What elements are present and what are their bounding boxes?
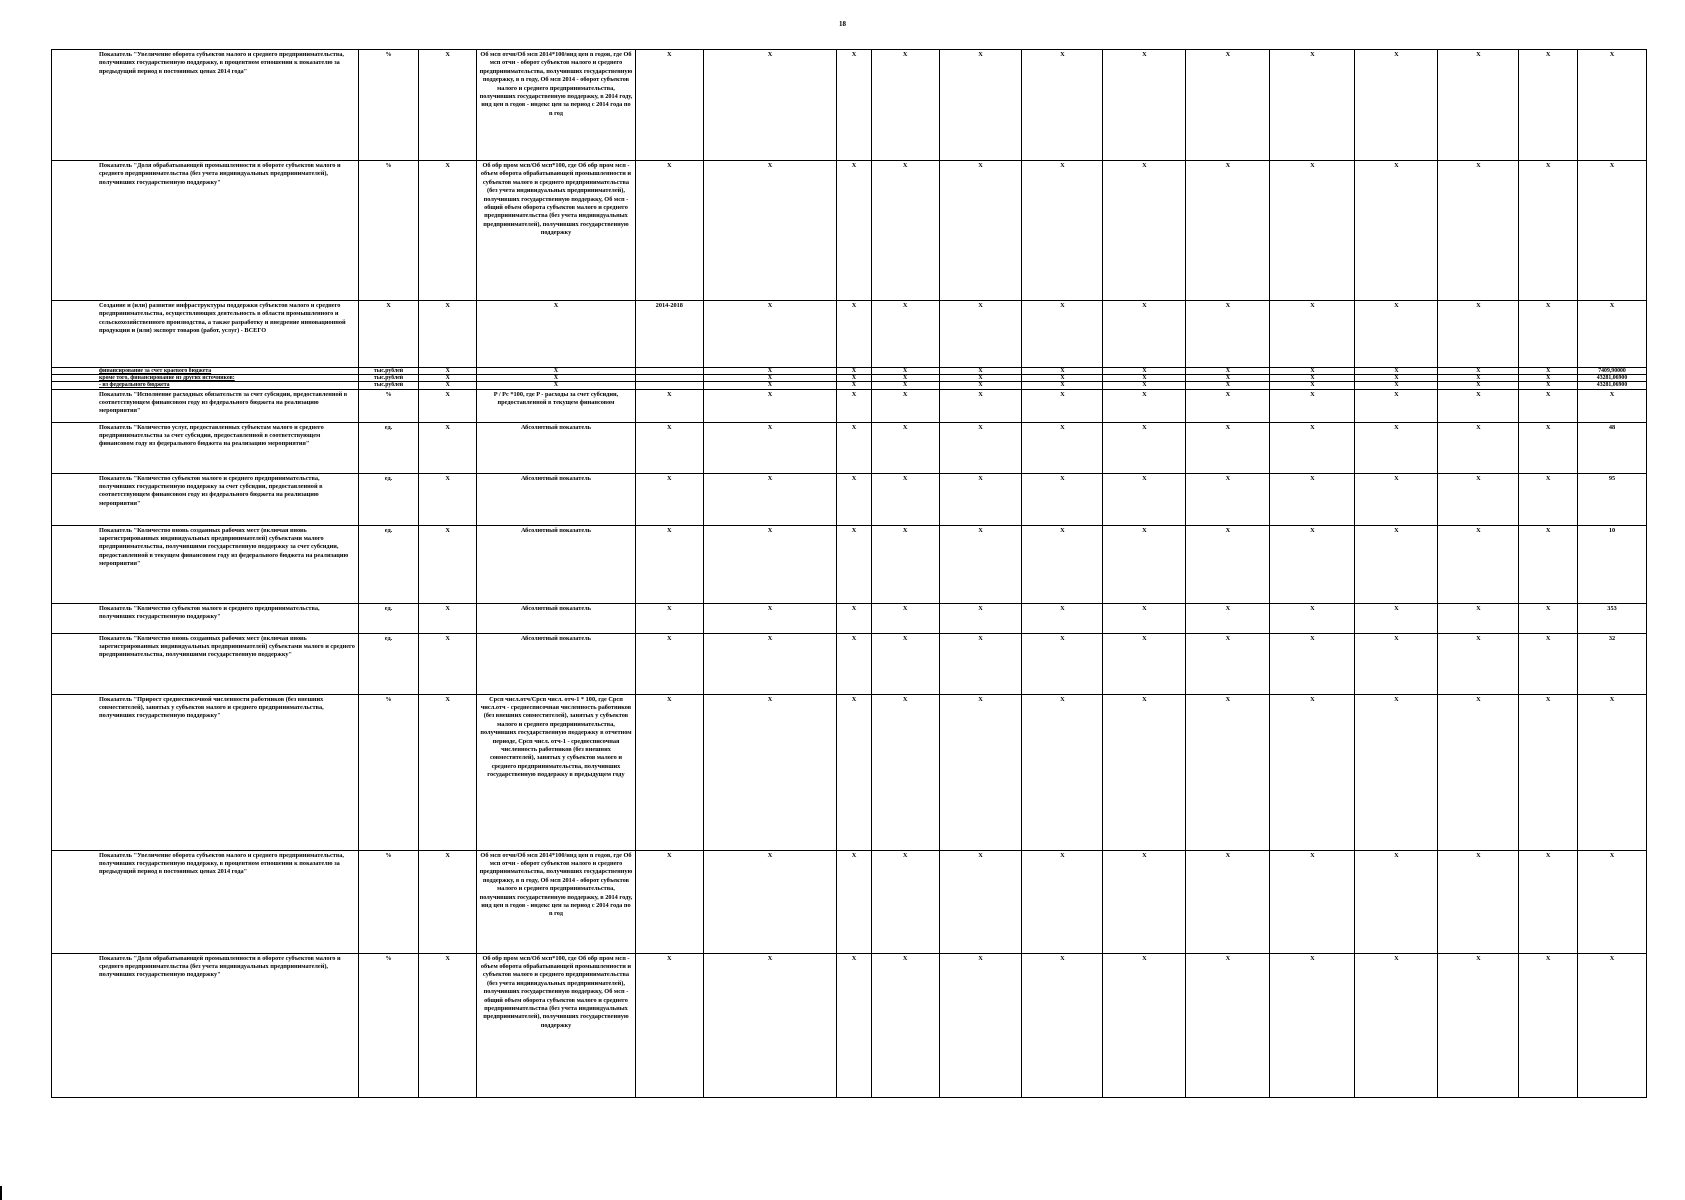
period-cell: X (635, 473, 703, 525)
value-cell: X (1186, 525, 1270, 603)
value-cell: X (837, 375, 871, 382)
value-cell: X (1519, 368, 1578, 375)
value-cell: X (1519, 953, 1578, 1097)
value-cell: X (939, 953, 1022, 1097)
value-cell: X (837, 603, 871, 633)
table-row (52, 382, 1647, 389)
value-cell: X (1022, 603, 1103, 633)
value-cell: X (1438, 633, 1519, 694)
code-cell: X (419, 694, 477, 850)
value-cell: X (1355, 375, 1438, 382)
period-cell: X (635, 850, 703, 953)
value-cell: X (1186, 633, 1270, 694)
formula-cell: X (477, 382, 636, 389)
value-cell: X (703, 525, 837, 603)
value-cell: X (1355, 161, 1438, 301)
value-cell: X (1186, 375, 1270, 382)
unit-cell: ед. (358, 473, 419, 525)
value-cell: X (871, 50, 939, 161)
value-cell: X (837, 694, 871, 850)
code-cell: X (419, 850, 477, 953)
value-cell: X (837, 850, 871, 953)
table-row (52, 301, 1647, 368)
period-cell (635, 375, 703, 382)
value-cell: X (871, 953, 939, 1097)
period-cell: X (635, 694, 703, 850)
value-cell: X (1270, 422, 1355, 473)
value-cell: X (939, 525, 1022, 603)
code-cell: X (419, 953, 477, 1097)
indicator-name-cell: Показатель "Количество вновь созданных рабочих мест (включая вновь зарегистрированных индивидуальных предпринимателей) субъектами малого и среднего предпринимательства, получившими государственную поддержку" (52, 633, 359, 694)
value-cell: X (837, 301, 871, 368)
value-cell: X (1022, 382, 1103, 389)
value-cell: X (1355, 603, 1438, 633)
code-cell: X (419, 301, 477, 368)
value-cell: X (1103, 368, 1186, 375)
value-cell: X (1438, 382, 1519, 389)
value-cell: X (871, 389, 939, 422)
unit-cell: тыс.рублей (358, 375, 419, 382)
scan-margin-mark (0, 1186, 2, 1200)
indicator-name-cell: Создание и (или) развитие инфраструктуры поддержки субъектов малого и среднего предпринимательства, осуществляющих деятельность в области промышленного и сельскохозяйственного производства, а также разработку и внедрение инновационной продукции и (или) экспорт товаров (работ, услуг) - ВСЕГО (52, 301, 359, 368)
value-cell: X (837, 389, 871, 422)
value-cell: X (939, 473, 1022, 525)
value-cell: X (1186, 603, 1270, 633)
value-cell: X (1022, 50, 1103, 161)
value-cell: X (1270, 633, 1355, 694)
value-cell: X (703, 603, 837, 633)
value-cell: X (1270, 525, 1355, 603)
value-cell: X (1270, 389, 1355, 422)
indicator-name-cell: Показатель "Увеличение оборота субъектов малого и среднего предпринимательства, получивших государственную поддержку, в процентном отношении к показателю за предыдущий период в постоянных ценах 2014 года" (52, 850, 359, 953)
value-cell: X (1355, 953, 1438, 1097)
value-cell: X (1519, 850, 1578, 953)
unit-cell: % (358, 953, 419, 1097)
value-cell: X (703, 50, 837, 161)
value-cell: X (1103, 633, 1186, 694)
table-row (52, 953, 1647, 1097)
program-table (51, 49, 1647, 1098)
unit-cell: ед. (358, 422, 419, 473)
value-cell: X (939, 389, 1022, 422)
formula-cell: Срсп числ.отч/Срсп числ. отч-1 * 100, где Срсп числ.отч - среднесписочная численность работников (без внешних совместителей), занятых у субъектов малого и среднего предпринимательства, получивших государственную поддержку в отчетном периоде, Срсп числ. отч-1 - среднесписочная численность работников (без внешних совместителей), занятых у субъектов малого и среднего предпринимательства, получивших государственную поддержку в предыдущем году (477, 694, 636, 850)
code-cell: X (419, 50, 477, 161)
period-cell (635, 368, 703, 375)
table-row (52, 850, 1647, 953)
value-cell: X (939, 368, 1022, 375)
value-cell: X (1355, 389, 1438, 422)
code-cell: X (419, 161, 477, 301)
formula-cell: Об обр пром мсп/Об мсп*100, где Об обр пром мсп - объем оборота обрабатывающей промышленности и субъектов малого и среднего предпринимательства (без учета индивидуальных предпринимателей), получивших государственную поддержку, Об мсп - общий объем оборота субъектов малого и среднего предпринимательства (без учета индивидуальных предпринимателей), получивших государственную поддержку (477, 161, 636, 301)
value-cell: X (1022, 301, 1103, 368)
value-cell: X (871, 694, 939, 850)
unit-cell: X (358, 301, 419, 368)
value-cell: X (1519, 50, 1578, 161)
value-cell: X (703, 694, 837, 850)
table-row (52, 50, 1647, 161)
value-cell: X (1438, 301, 1519, 368)
period-cell (635, 382, 703, 389)
value-cell: X (939, 603, 1022, 633)
value-cell: X (871, 422, 939, 473)
value-cell: X (1103, 382, 1186, 389)
total-value-cell: X (1578, 850, 1647, 953)
indicator-name-cell: Показатель "Исполнение расходных обязательств за счет субсидии, предоставленной в соответствующем финансовом году из федерального бюджета на реализацию мероприятия" (52, 389, 359, 422)
value-cell: X (1103, 375, 1186, 382)
value-cell: X (1186, 161, 1270, 301)
value-cell: X (1186, 422, 1270, 473)
value-cell: X (1270, 161, 1355, 301)
value-cell: X (837, 633, 871, 694)
value-cell: X (1022, 850, 1103, 953)
value-cell: X (939, 375, 1022, 382)
value-cell: X (871, 375, 939, 382)
indicator-name-cell: Показатель "Количество субъектов малого и среднего предпринимательства, получивших государственную поддержку" (52, 603, 359, 633)
value-cell: X (703, 161, 837, 301)
formula-cell: P / Pc *100, где P - расходы за счет субсидии, предоставленной в текущем финансовом (477, 389, 636, 422)
unit-cell: ед. (358, 633, 419, 694)
period-cell: X (635, 422, 703, 473)
value-cell: X (1438, 368, 1519, 375)
value-cell: X (1438, 525, 1519, 603)
value-cell: X (837, 161, 871, 301)
value-cell: X (1270, 382, 1355, 389)
unit-cell: ед. (358, 525, 419, 603)
total-value-cell: X (1578, 301, 1647, 368)
value-cell: X (1519, 301, 1578, 368)
value-cell: X (1519, 473, 1578, 525)
value-cell: X (1186, 50, 1270, 161)
table-row (52, 161, 1647, 301)
indicator-name-cell: Показатель "Прирост среднесписочной численности работников (без внешних совместителей), занятых у субъектов малого и среднего предпринимательства, получивших государственную поддержку" (52, 694, 359, 850)
value-cell: X (1519, 422, 1578, 473)
value-cell: X (1270, 301, 1355, 368)
value-cell: X (1103, 694, 1186, 850)
period-cell: X (635, 161, 703, 301)
value-cell: X (1438, 422, 1519, 473)
value-cell: X (1022, 368, 1103, 375)
indicator-name-cell: финансирование за счет краевого бюджета (52, 368, 359, 375)
value-cell: X (1103, 50, 1186, 161)
page-number: 18 (839, 20, 846, 28)
value-cell: X (1355, 850, 1438, 953)
table-row (52, 368, 1647, 375)
value-cell: X (1438, 161, 1519, 301)
value-cell: X (1022, 375, 1103, 382)
value-cell: X (939, 50, 1022, 161)
value-cell: X (1186, 301, 1270, 368)
value-cell: X (703, 953, 837, 1097)
total-value-cell: 48 (1578, 422, 1647, 473)
value-cell: X (939, 382, 1022, 389)
value-cell: X (1519, 389, 1578, 422)
indicator-name-cell: Показатель "Количество вновь созданных рабочих мест (включая вновь зарегистрированных индивидуальных предпринимателей) субъектами малого предпринимательства, получившими государственную поддержку за счет субсидии, предоставленной в текущем финансовом году из федерального бюджета на реализацию мероприятия" (52, 525, 359, 603)
value-cell: X (1438, 50, 1519, 161)
value-cell: X (1103, 161, 1186, 301)
value-cell: X (871, 850, 939, 953)
unit-cell: % (358, 694, 419, 850)
period-cell: 2014-2018 (635, 301, 703, 368)
indicator-name-cell: Показатель "Доля обрабатывающей промышленности в обороте субъектов малого и среднего предпринимательства (без учета индивидуальных предпринимателей), получивших государственную поддержку" (52, 953, 359, 1097)
indicator-name-cell: - из федерального бюджета (52, 382, 359, 389)
value-cell: X (1186, 850, 1270, 953)
value-cell: X (1186, 389, 1270, 422)
value-cell: X (1103, 603, 1186, 633)
total-value-cell: 7409,90000 (1578, 368, 1647, 375)
value-cell: X (871, 301, 939, 368)
table-row (52, 633, 1647, 694)
value-cell: X (939, 850, 1022, 953)
value-cell: X (1022, 389, 1103, 422)
value-cell: X (1355, 525, 1438, 603)
value-cell: X (1186, 473, 1270, 525)
value-cell: X (1022, 694, 1103, 850)
value-cell: X (1270, 603, 1355, 633)
code-cell: X (419, 603, 477, 633)
value-cell: X (1103, 525, 1186, 603)
table-row (52, 694, 1647, 850)
value-cell: X (837, 50, 871, 161)
table-row (52, 422, 1647, 473)
indicator-name-cell: Показатель "Увеличение оборота субъектов малого и среднего предпринимательства, получивших государственную поддержку, в процентном отношении к показателю за предыдущий период в постоянных ценах 2014 года" (52, 50, 359, 161)
value-cell: X (837, 368, 871, 375)
period-cell: X (635, 525, 703, 603)
value-cell: X (939, 694, 1022, 850)
indicator-name-cell: Показатель "Количество услуг, предоставленных субъектам малого и среднего предпринимательства за счет субсидии, предоставленной в соответствующем финансовом году из федерального бюджета на реализацию мероприятия" (52, 422, 359, 473)
value-cell: X (1103, 850, 1186, 953)
formula-cell: Об мсп отчн/Об мсп 2014*100/инд цен n годов, где Об мсп отчн - оборот субъектов малого и среднего предпринимательства, получивших государственную поддержку, в n году, Об мсп 2014 - оборот субъектов малого и среднего предпринимательства, получивших государственную поддержку, в 2014 году, инд цен n годов - индекс цен за период с 2014 года по n год (477, 50, 636, 161)
unit-cell: тыс.рублей (358, 368, 419, 375)
table-row (52, 375, 1647, 382)
value-cell: X (1438, 473, 1519, 525)
total-value-cell: 43281,06900 (1578, 382, 1647, 389)
value-cell: X (939, 301, 1022, 368)
value-cell: X (1438, 850, 1519, 953)
code-cell: X (419, 525, 477, 603)
value-cell: X (1186, 382, 1270, 389)
period-cell: X (635, 603, 703, 633)
value-cell: X (1355, 633, 1438, 694)
value-cell: X (1022, 525, 1103, 603)
unit-cell: тыс.рублей (358, 382, 419, 389)
code-cell: X (419, 389, 477, 422)
value-cell: X (703, 389, 837, 422)
value-cell: X (1186, 694, 1270, 850)
value-cell: X (1355, 368, 1438, 375)
formula-cell: Абсолютный показатель (477, 422, 636, 473)
value-cell: X (1438, 603, 1519, 633)
table-row (52, 603, 1647, 633)
value-cell: X (1519, 603, 1578, 633)
formula-cell: Абсолютный показатель (477, 633, 636, 694)
formula-cell: X (477, 375, 636, 382)
value-cell: X (703, 422, 837, 473)
value-cell: X (1355, 694, 1438, 850)
period-cell: X (635, 633, 703, 694)
formula-cell: Абсолютный показатель (477, 473, 636, 525)
value-cell: X (1022, 633, 1103, 694)
code-cell: X (419, 633, 477, 694)
total-value-cell: 43281,06900 (1578, 375, 1647, 382)
value-cell: X (837, 473, 871, 525)
value-cell: X (871, 525, 939, 603)
value-cell: X (1022, 473, 1103, 525)
value-cell: X (1022, 953, 1103, 1097)
formula-cell: Об мсп отчн/Об мсп 2014*100/инд цен n годов, где Об мсп отчн - оборот субъектов малого и среднего предпринимательства, получивших государственную поддержку, в n году, Об мсп 2014 - оборот субъектов малого и среднего предпринимательства, получивших государственную поддержку, в 2014 году, инд цен n годов - индекс цен за период с 2014 года по n год (477, 850, 636, 953)
value-cell: X (703, 368, 837, 375)
period-cell: X (635, 953, 703, 1097)
value-cell: X (1519, 375, 1578, 382)
value-cell: X (939, 161, 1022, 301)
code-cell: X (419, 368, 477, 375)
table-row (52, 389, 1647, 422)
total-value-cell: 95 (1578, 473, 1647, 525)
value-cell: X (1270, 953, 1355, 1097)
total-value-cell: X (1578, 161, 1647, 301)
value-cell: X (1022, 422, 1103, 473)
value-cell: X (1355, 50, 1438, 161)
formula-cell: X (477, 368, 636, 375)
value-cell: X (871, 161, 939, 301)
value-cell: X (871, 603, 939, 633)
unit-cell: % (358, 389, 419, 422)
value-cell: X (1103, 473, 1186, 525)
table-row (52, 525, 1647, 603)
value-cell: X (1270, 368, 1355, 375)
value-cell: X (1103, 301, 1186, 368)
total-value-cell: 10 (1578, 525, 1647, 603)
value-cell: X (1022, 161, 1103, 301)
value-cell: X (1355, 422, 1438, 473)
unit-cell: ед. (358, 603, 419, 633)
total-value-cell: X (1578, 389, 1647, 422)
unit-cell: % (358, 50, 419, 161)
unit-cell: % (358, 161, 419, 301)
table-row (52, 473, 1647, 525)
value-cell: X (1438, 375, 1519, 382)
value-cell: X (837, 525, 871, 603)
period-cell: X (635, 389, 703, 422)
value-cell: X (939, 633, 1022, 694)
value-cell: X (837, 422, 871, 473)
total-value-cell: 32 (1578, 633, 1647, 694)
value-cell: X (703, 375, 837, 382)
value-cell: X (1270, 375, 1355, 382)
total-value-cell: X (1578, 953, 1647, 1097)
formula-cell: Абсолютный показатель (477, 603, 636, 633)
value-cell: X (871, 382, 939, 389)
value-cell: X (703, 473, 837, 525)
value-cell: X (1438, 953, 1519, 1097)
value-cell: X (1519, 633, 1578, 694)
value-cell: X (871, 368, 939, 375)
formula-cell: X (477, 301, 636, 368)
value-cell: X (1270, 50, 1355, 161)
value-cell: X (871, 473, 939, 525)
value-cell: X (703, 301, 837, 368)
code-cell: X (419, 375, 477, 382)
value-cell: X (871, 633, 939, 694)
indicator-name-cell: кроме того, финансирование из других источников: (52, 375, 359, 382)
total-value-cell: X (1578, 694, 1647, 850)
code-cell: X (419, 473, 477, 525)
value-cell: X (1519, 382, 1578, 389)
value-cell: X (1186, 953, 1270, 1097)
value-cell: X (1519, 694, 1578, 850)
value-cell: X (703, 633, 837, 694)
value-cell: X (703, 382, 837, 389)
value-cell: X (1103, 422, 1186, 473)
value-cell: X (1438, 389, 1519, 422)
value-cell: X (1186, 368, 1270, 375)
unit-cell: % (358, 850, 419, 953)
value-cell: X (837, 953, 871, 1097)
total-value-cell: X (1578, 50, 1647, 161)
value-cell: X (1355, 301, 1438, 368)
value-cell: X (1270, 473, 1355, 525)
code-cell: X (419, 382, 477, 389)
total-value-cell: 353 (1578, 603, 1647, 633)
value-cell: X (1355, 382, 1438, 389)
code-cell: X (419, 422, 477, 473)
value-cell: X (1270, 694, 1355, 850)
value-cell: X (1103, 389, 1186, 422)
value-cell: X (703, 850, 837, 953)
value-cell: X (1519, 525, 1578, 603)
value-cell: X (1438, 694, 1519, 850)
value-cell: X (1355, 473, 1438, 525)
formula-cell: Об обр пром мсп/Об мсп*100, где Об обр пром мсп - объем оборота обрабатывающей промышленности и субъектов малого и среднего предпринимательства (без учета индивидуальных предпринимателей), получивших государственную поддержку, Об мсп - общий объем оборота субъектов малого и среднего предпринимательства (без учета индивидуальных предпринимателей), получивших государственную поддержку (477, 953, 636, 1097)
indicator-name-cell: Показатель "Количество субъектов малого и среднего предпринимательства, получивших государственную поддержку за счет субсидии, предоставленной в соответствующем финансовом году из федерального бюджета на реализацию мероприятия" (52, 473, 359, 525)
period-cell: X (635, 50, 703, 161)
value-cell: X (837, 382, 871, 389)
value-cell: X (1103, 953, 1186, 1097)
value-cell: X (939, 422, 1022, 473)
formula-cell: Абсолютный показатель (477, 525, 636, 603)
indicator-name-cell: Показатель "Доля обрабатывающей промышленности в обороте субъектов малого и среднего предпринимательства (без учета индивидуальных предпринимателей), получивших государственную поддержку" (52, 161, 359, 301)
value-cell: X (1270, 850, 1355, 953)
value-cell: X (1519, 161, 1578, 301)
